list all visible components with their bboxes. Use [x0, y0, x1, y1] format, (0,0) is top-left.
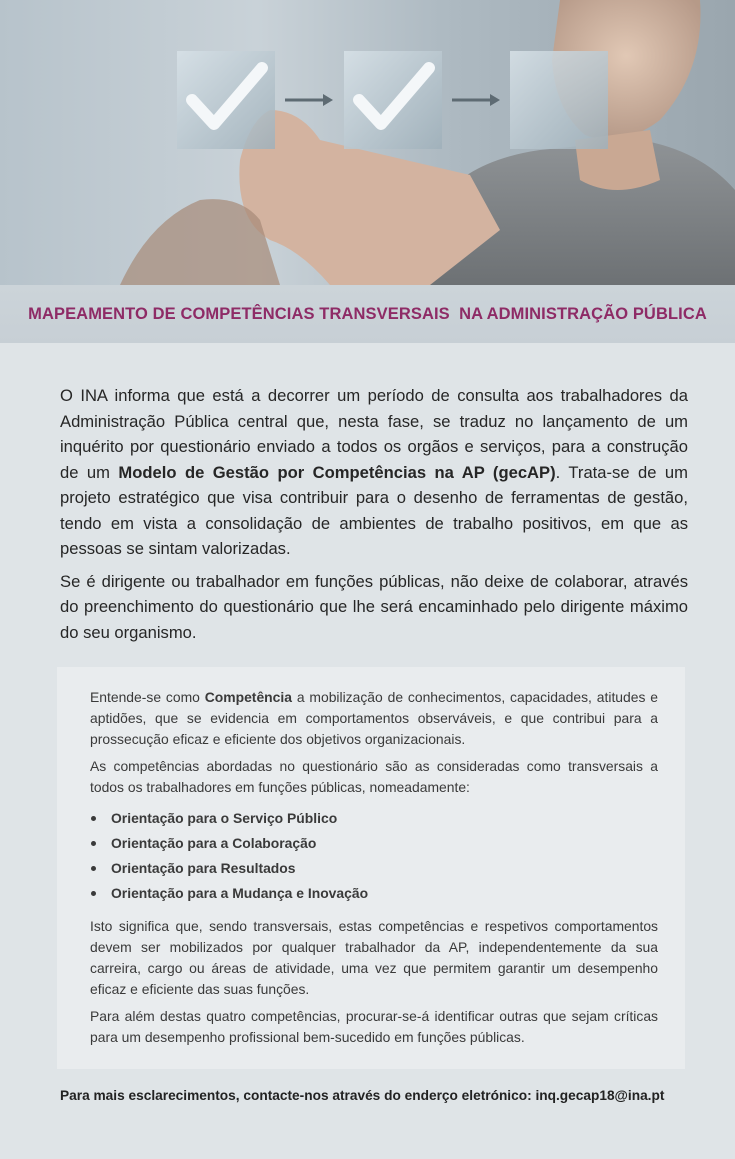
- info-box: [57, 667, 685, 1069]
- bullet-icon: [91, 841, 96, 846]
- arrow-right-icon: [452, 94, 500, 106]
- hero-image: [0, 0, 735, 285]
- list-item: [90, 856, 658, 881]
- check-box-icon: [344, 51, 442, 149]
- list-item-label: Orientação para o Serviço Público: [111, 810, 338, 826]
- bullet-icon: [91, 866, 96, 871]
- list-item-label: Orientação para Resultados: [111, 860, 296, 876]
- list-item: [90, 881, 658, 906]
- competencia-term: Competência: [204, 689, 292, 705]
- transversal-paragraph: Isto significa que, sendo transversais, estas competências e respetivos comportamentos devem ser mobilizados por qualquer trabalhador da AP, independentemente da sua carreira, cargo ou áreas de atividade, uma vez que permitem garantir um desempenho eficaz e eficiente das suas funções.: [90, 918, 658, 997]
- intro-text-1b: . Trata-se de um projeto estratégico que visa contribuir para o desenho de ferramentas de gestão, tendo em vista a consolidação de ambientes de trabalho positivos, em que as pessoas se sintam valorizadas.: [60, 462, 688, 558]
- model-name: Modelo de Gestão por Competências na AP (gecAP): [118, 462, 556, 482]
- contact-footer: Para mais esclarecimentos, contacte-nos através do enderço eletrónico: inq.gecap18@ina.pt: [60, 1088, 665, 1103]
- list-item-label: Orientação para a Mudança e Inovação: [111, 885, 369, 901]
- check-box-icon: [177, 51, 275, 149]
- definition-text-b: a mobilização de conhecimentos, capacidades, atitudes e aptidões, que se evidencia em comportamentos observáveis, e que contribui para a prossecução eficaz e eficiente dos objetivos organizacionais.: [90, 689, 659, 747]
- other-competencies-paragraph: Para além destas quatro competências, procurar-se-á identificar outras que sejam críticas para um desempenho profissional bem-sucedido em funções públicas.: [90, 1008, 658, 1045]
- bullet-icon: [91, 891, 96, 896]
- list-item: [90, 831, 658, 856]
- intro-paragraph-1: [60, 383, 688, 562]
- intro-text: [60, 383, 688, 652]
- list-item-label: Orientação para a Colaboração: [111, 835, 317, 851]
- competencies-intro: As competências abordadas no questionário são as consideradas como transversais a todos os trabalhadores em funções públicas, nomeadamente:: [90, 758, 658, 795]
- empty-box-icon: [510, 51, 608, 149]
- definition-text-a: Entende-se como: [90, 689, 205, 705]
- definition-paragraph: [90, 687, 658, 750]
- list-item: [90, 806, 658, 831]
- title-band: [0, 285, 735, 343]
- intro-paragraph-2: Se é dirigente ou trabalhador em funções públicas, não deixe de colaborar, através do preenchimento do questionário que lhe será encaminhado pelo dirigente máximo do seu organismo.: [60, 571, 688, 642]
- competencies-list: [90, 806, 658, 906]
- intro-text-1a: O INA informa que está a decorrer um período de consulta aos trabalhadores da Administração Pública central que, nesta fase, se traduz no lançamento de um inquérito por questionário enviado a todos os orgãos e serviços, para a construção de um: [60, 386, 688, 482]
- page-title: MAPEAMENTO DE COMPETÊNCIAS TRANSVERSAIS NA ADMINISTRAÇÃO PÚBLICA: [28, 304, 707, 323]
- arrow-right-icon: [285, 94, 333, 106]
- bullet-icon: [91, 816, 96, 821]
